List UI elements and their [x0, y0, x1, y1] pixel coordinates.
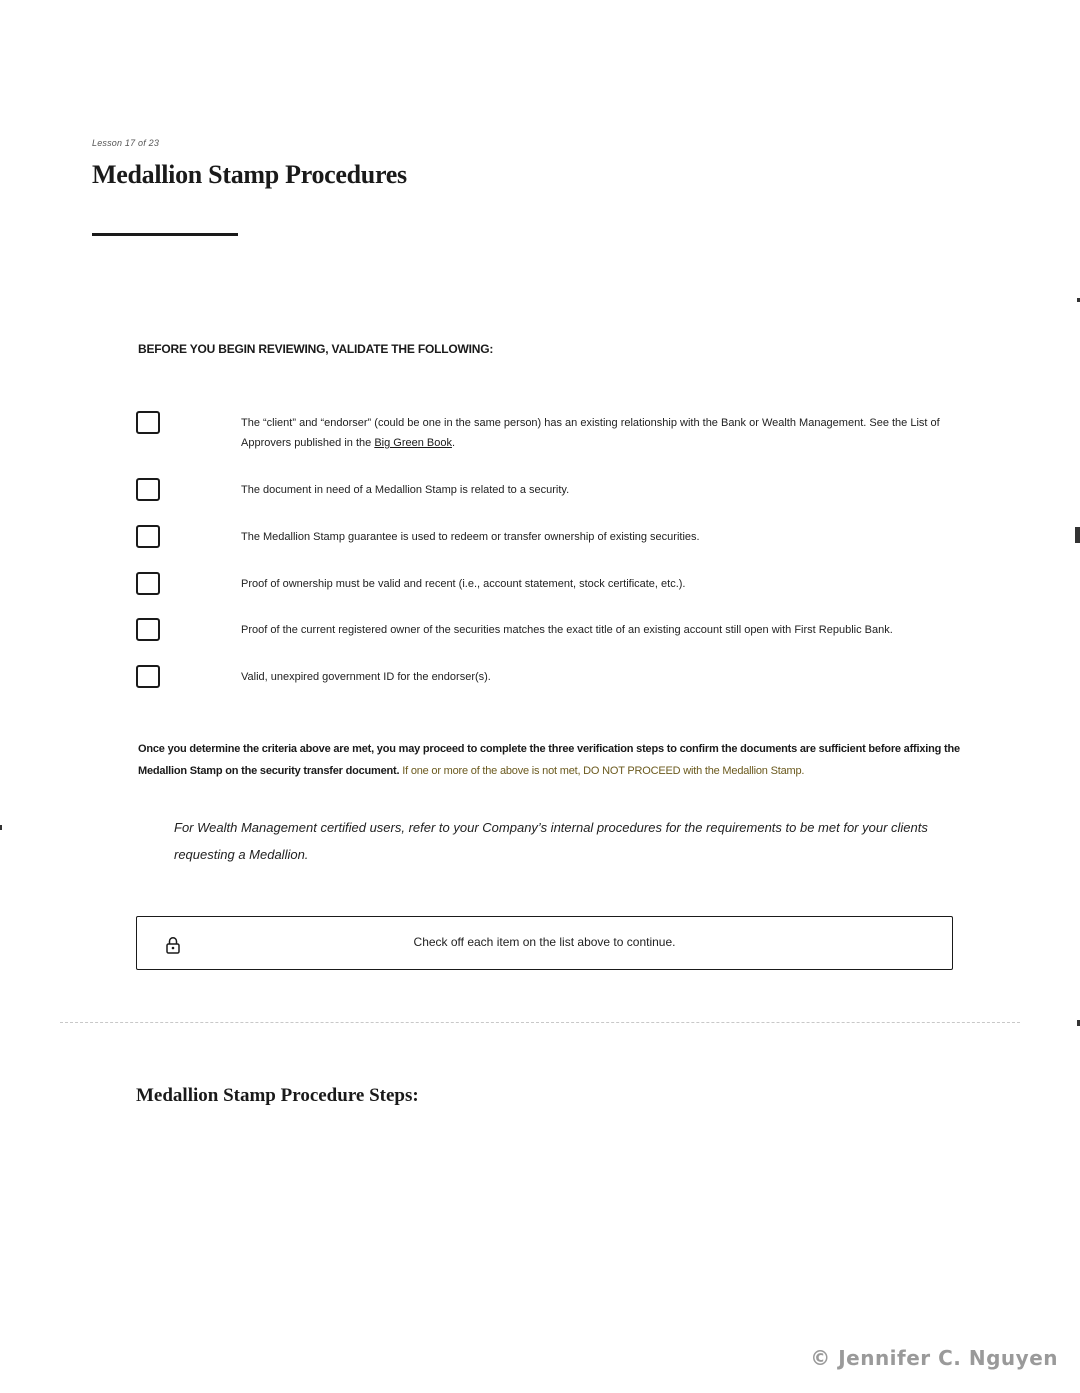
checkbox[interactable] [136, 665, 160, 688]
checklist-item-label: The “client” and “endorser” (could be one in the same person) has an existing relationship with the Bank or Wealth Management. See the List of Approvers published in the [241, 417, 940, 449]
locked-gate-message: Check off each item on the list above to continue. [413, 935, 676, 949]
title-divider [92, 233, 238, 236]
locked-continue-gate [136, 916, 953, 970]
wealth-management-note: For Wealth Management certified users, refer to your Company’s internal procedures for the requirements to be met for your clients requesting a Medallion. [174, 820, 928, 862]
checklist-item-text: The document in need of a Medallion Stamp is related to a security. [241, 484, 570, 496]
scan-edge-mark [1075, 527, 1080, 543]
checkbox[interactable] [136, 478, 160, 501]
page-title: Medallion Stamp Procedures [92, 160, 407, 189]
checklist-item-text: Valid, unexpired government ID for the endorser(s). [241, 671, 491, 683]
criteria-warning: If one or more of the above is not met, DO NOT PROCEED with the Medallion Stamp. [402, 765, 805, 777]
checklist-item-suffix: . [451, 437, 456, 449]
checklist-item-text: Proof of ownership must be valid and recent (i.e., account statement, stock certificate, etc.). [241, 578, 686, 590]
big-green-book-link[interactable]: Big Green Book [374, 437, 452, 449]
procedure-steps-heading: Medallion Stamp Procedure Steps: [136, 1085, 419, 1106]
checklist-item-text: The Medallion Stamp guarantee is used to redeem or transfer ownership of existing securities. [241, 531, 700, 543]
checklist-item-text: Proof of the current registered owner of the securities matches the exact title of an existing account still open with First Republic Bank. [241, 624, 893, 636]
copyright-watermark: © Jennifer C. Nguyen [810, 1346, 1058, 1370]
scan-edge-mark [0, 825, 2, 830]
lesson-progress-label: Lesson 17 of 23 [92, 138, 160, 148]
checkbox[interactable] [136, 525, 160, 548]
validation-heading: BEFORE YOU BEGIN REVIEWING, VALIDATE THE FOLLOWING: [138, 342, 494, 356]
criteria-paragraph [138, 738, 968, 782]
section-divider [60, 1022, 1020, 1023]
checklist-item-text [241, 413, 961, 453]
criteria-text: Once you determine the criteria above are met, you may proceed to complete the three verification steps to confirm the documents are sufficient before affixing the Medallion Stamp on the security transfer document. [138, 743, 960, 777]
checkbox[interactable] [136, 572, 160, 595]
checkbox[interactable] [136, 618, 160, 641]
checkbox[interactable] [136, 411, 160, 434]
